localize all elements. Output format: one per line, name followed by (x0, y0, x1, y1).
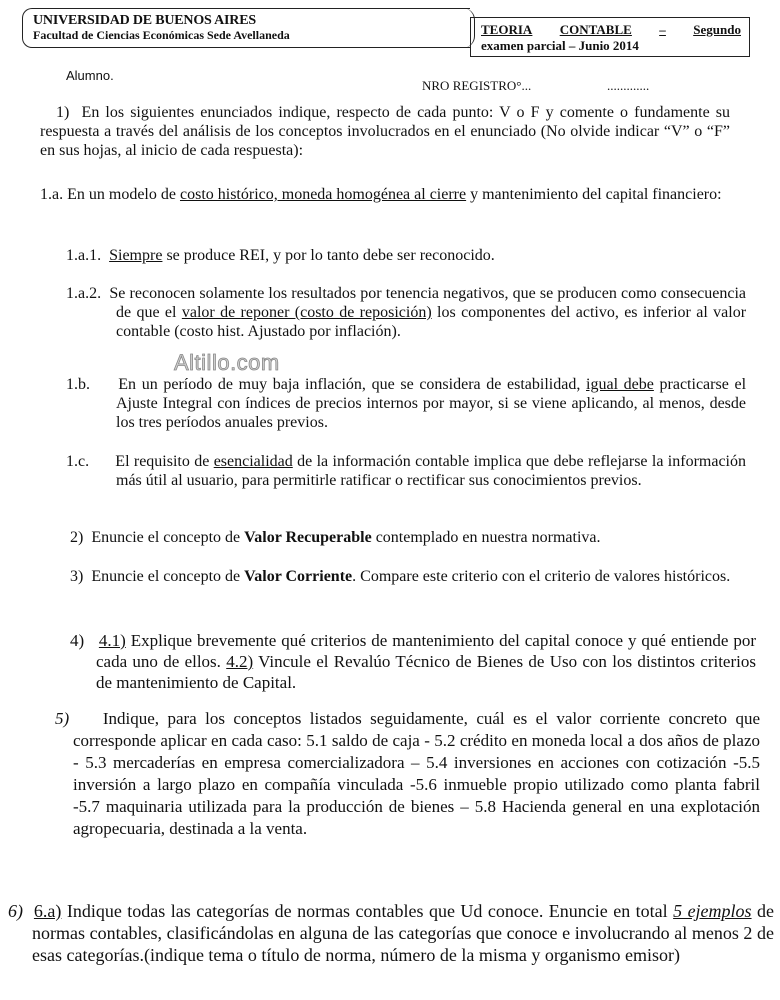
item-text: y mantenimiento del capital financiero: (466, 186, 722, 203)
item-underlined: Siempre (109, 247, 163, 264)
item-underlined: costo histórico, moneda homogénea al cierre (179, 186, 467, 203)
question-keyword: Valor Corriente (244, 568, 353, 585)
question-underlined: 5 ejemplos (673, 901, 752, 921)
question-text: Enuncie el concepto de (91, 568, 245, 585)
item-underlined: esencialidad (213, 453, 293, 470)
question-1a (40, 185, 730, 204)
question-text: En los siguientes enunciados indique, respecto de cada punto: V o F y comente o fundamente su respuesta a través del análisis de los conceptos involucrados en el enunciado (No olvide indicar “V” o “F” en sus hojas, al inicio de cada respuesta): (40, 104, 731, 159)
question-number: 1) (56, 104, 70, 121)
question-4 (70, 630, 756, 693)
item-label: 1.a.2. (66, 285, 102, 302)
question-2 (70, 528, 750, 547)
course-word: CONTABLE (559, 22, 632, 37)
question-text: . Compare este criterio con el criterio de valores históricos. (352, 568, 731, 585)
question-text: Enuncie el concepto de (91, 529, 245, 546)
question-text: de normas contables, clasificándolas en alguna de las categorías que conoce e involucrando al menos 2 de esas categorías.(indique tema o título de norma, número de la misma y organismo emisor) (32, 901, 775, 965)
course-header (470, 17, 750, 57)
course-word: – (659, 22, 666, 37)
course-word: TEORIA (481, 22, 533, 37)
question-number: 2) (70, 529, 84, 546)
question-keyword: Valor Recuperable (244, 529, 372, 546)
question-6 (8, 900, 774, 966)
question-1a1 (66, 246, 746, 265)
item-underlined: valor de reponer (costo de reposición) (181, 304, 432, 321)
subquestion-label: 6.a) (33, 901, 62, 921)
item-label: 1.a.1. (66, 247, 102, 264)
item-underlined: igual debe (586, 376, 654, 393)
faculty-name: Facultad de Ciencias Económicas Sede Avellaneda (33, 28, 290, 42)
question-3 (70, 567, 754, 586)
question-number: 3) (70, 568, 84, 585)
item-text: En un modelo de (67, 186, 180, 203)
item-text: En un período de muy baja inflación, que se considera de estabilidad, (118, 376, 587, 393)
question-5 (55, 708, 760, 840)
question-number: 5) (55, 709, 70, 728)
question-text: Indique, para los conceptos listados seguidamente, cuál es el valor corriente concreto que corresponde aplicar en cada caso: 5.1 saldo de caja - 5.2 crédito en moneda local a dos años de plazo - 5.3 mercaderías en empresa comercializadora – 5.4 inversiones en acciones con cotización -5.5 inversión a largo plazo en compañía vinculada -5.6 inmueble propio utilizado como planta fabril -5.7 maquinaria utilizada para la producción de bienes – 5.8 Hacienda general en una explotación agropecuaria, destinada a la venta. (73, 709, 761, 838)
item-text: se produce REI, y por lo tanto debe ser reconocido. (162, 247, 495, 264)
item-label: 1.c. (66, 453, 90, 470)
question-1c (66, 452, 746, 490)
question-number: 6) (8, 901, 23, 921)
item-label: 1.a. (40, 186, 64, 203)
question-1 (40, 103, 730, 160)
question-1a2 (66, 284, 746, 341)
course-title-line1 (481, 22, 741, 38)
subquestion-label: 4.2) (226, 652, 254, 671)
question-text: Vincule el Revalúo Técnico de Bienes de Uso con los distintos criterios de mantenimiento de Capital. (96, 652, 756, 692)
item-text: El requisito de (115, 453, 214, 470)
question-text: contemplado en nuestra normativa. (371, 529, 601, 546)
item-text: Se reconocen solamente los resultados por tenencia negativos, que se producen como consecuencia de que el (109, 285, 747, 321)
registration-label: NRO REGISTRO°... (422, 78, 532, 93)
question-text: Indique todas las categorías de normas contables que Ud conoce. Enuncie en total (61, 901, 674, 921)
university-name: UNIVERSIDAD DE BUENOS AIRES (33, 13, 256, 28)
subquestion-label: 4.1) (98, 631, 126, 650)
item-text: los componentes del activo, es inferior al valor contable (costo hist. Ajustado por inflación). (116, 304, 747, 340)
registration-blank: ............. (607, 78, 650, 93)
course-word: Segundo (693, 22, 741, 37)
student-name-label: Alumno. (66, 68, 114, 83)
item-label: 1.b. (66, 376, 90, 393)
watermark-logo: Altillo.com (174, 350, 280, 375)
question-text: Explique brevemente qué criterios de mantenimiento del capital conoce y qué entiende por cada uno de ellos. (96, 631, 756, 671)
item-text: de la información contable implica que debe reflejarse la información más útil al usuario, para permitirle ratificar o rectificar sus conocimientos previos. (116, 453, 747, 489)
course-title-line2: examen parcial – Junio 2014 (481, 38, 639, 53)
question-number: 4) (70, 631, 85, 650)
item-text: practicarse el Ajuste Integral con índices de precios internos por mayor, si se viene aplicando, al menos, desde los tres períodos anuales previos. (116, 376, 747, 431)
question-1b (66, 375, 746, 432)
university-header (22, 8, 470, 48)
